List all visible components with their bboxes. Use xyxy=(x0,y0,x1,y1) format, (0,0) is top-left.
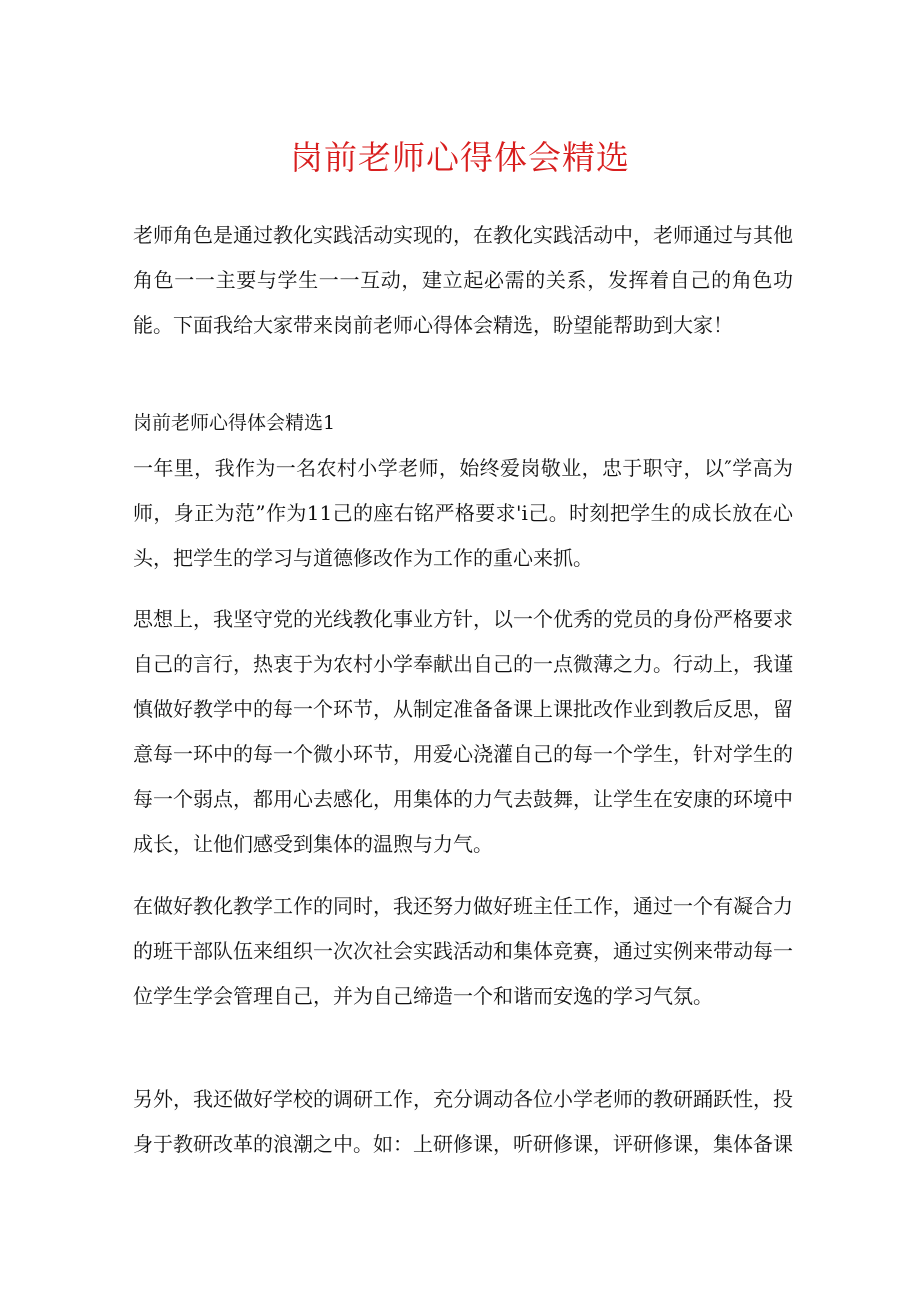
body-paragraph-2: 思想上，我坚守党的光线教化事业方针，以一个优秀的党员的身份严格要求自己的言行，热衷于为农村小学奉献出自己的一点微薄之力。行动上，我谨慎做好教学中的每一个环节，从制定准备备课上课批改作业到教后反思，留意每一环中的每一个微小环节，用爱心浇灌自己的每一个学生，针对学生的每一个弱点，都用心去感化，用集体的力气去鼓舞，让学生在安康的环境中成长，让他们感受到集体的温煦与力气。 xyxy=(133,607,793,856)
body-paragraph-3: 在做好教化教学工作的同时，我还努力做好班主任工作，通过一个有凝合力的班干部队伍来组织一次次社会实践活动和集体竞赛，通过实例来带动每一位学生学会管理自己，并为自己缔造一个和谐而安逸的学习气氛。 xyxy=(133,894,793,1008)
body-paragraph-4: 另外，我还做好学校的调研工作，充分调动各位小学老师的教研踊跃性，投身于教研改革的浪潮之中。如：上研修课，听研修课，评研修课，集体备课 xyxy=(133,1087,793,1156)
intro-paragraph: 老师角色是通过教化实践活动实现的，在教化实践活动中，老师通过与其他角色一一主要与学生一一互动，建立起必需的关系，发挥着自己的角色功能。下面我给大家带来岗前老师心得体会精选，盼望能帮助到大家！ xyxy=(133,223,793,337)
section-heading: 岗前老师心得体会精选1 xyxy=(133,412,336,434)
document-title: 岗前老师心得体会精选 xyxy=(290,138,630,177)
body-paragraph-1: 一年里，我作为一名农村小学老师，始终爱岗敬业，忠于职守，以″学高为师，身正为范”作为11己的座右铭严格要求'i己。时刻把学生的成长放在心头，把学生的学习与道德修改作为工作的重心来抓。 xyxy=(133,456,793,570)
